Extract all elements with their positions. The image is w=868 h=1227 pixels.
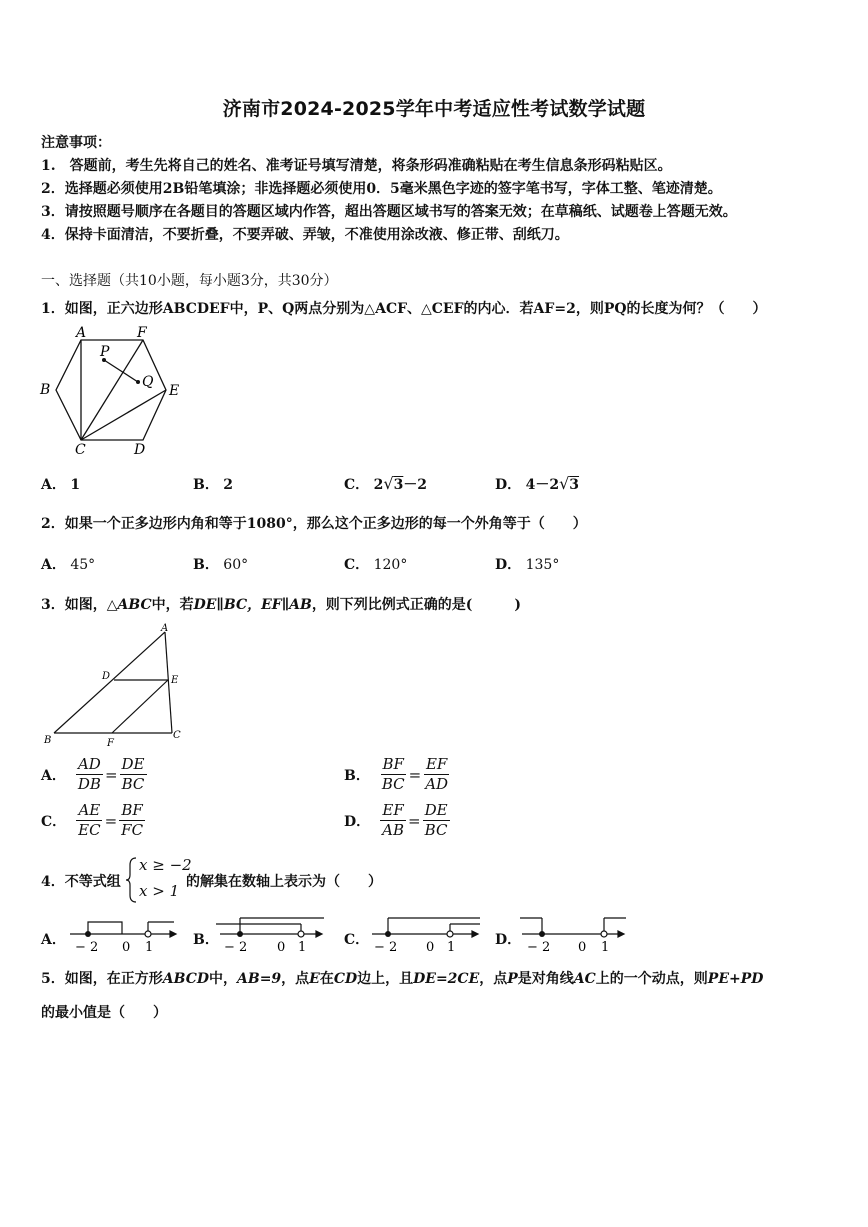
label-c: C (173, 730, 181, 741)
svg-text:0: 0 (578, 940, 587, 954)
question-1-text: 1．如图，正六边形ABCDEF中，P、Q两点分别为△ACF、△CEF的内心．若AF=2，则PQ的长度为何？（ ） (41, 301, 767, 317)
segment-pq (104, 360, 138, 382)
inequality-2: x > 1 (139, 882, 180, 900)
svg-text:1: 1 (447, 940, 456, 954)
label-c: C (75, 442, 86, 458)
svg-text:1: 1 (601, 940, 610, 954)
question-5-line-2: 的最小值是（ ） (41, 1005, 167, 1021)
svg-text:0: 0 (122, 940, 131, 954)
notice-item-3: 3．请按照题号顺序在各题目的答题区域内作答，超出答题区域书写的答案无效；在草稿纸、试题卷上答题无效。 (41, 204, 737, 220)
notice-item-2: 2．选择题必须使用2B铅笔填涂；非选择题必须使用0．5毫米黑色字迹的签字笔书写，字体工整、笔迹清楚。 (41, 181, 722, 197)
label-f: F (137, 325, 147, 341)
q4-number-line-c (368, 914, 484, 954)
section-heading: 一、选择题（共10小题，每小题3分，共30分） (41, 273, 338, 289)
question-4-prefix: 4．不等式组 (41, 874, 121, 890)
svg-text:0: 0 (277, 940, 286, 954)
brace-icon (126, 857, 138, 903)
label-q: Q (142, 374, 154, 390)
label-d: D (134, 442, 146, 458)
svg-text:0: 0 (426, 940, 435, 954)
segment-cf (81, 340, 143, 440)
q1-option-b: B． 2 (193, 477, 234, 493)
q4-number-line-b (216, 914, 328, 954)
svg-text:− 2: − 2 (527, 940, 551, 954)
q1-option-c: C． 2√3－2 (344, 474, 428, 493)
side-ab (54, 632, 165, 733)
label-e: E (169, 383, 180, 399)
label-b: B (40, 382, 51, 398)
label-a: A (76, 325, 87, 341)
inequality-1: x ≥ −2 (139, 856, 192, 874)
segment-ef (112, 680, 168, 733)
label-f: F (107, 738, 114, 749)
q3-option-c: C． $\frac{AE}{EC}$ = $\frac{BF}{FC}$ (41, 801, 144, 839)
hexagon-outline (56, 340, 166, 440)
question-3-text: 3．如图，△ABC中，若DE∥BC，EF∥AB，则下列比例式正确的是( ) (41, 597, 522, 613)
segment-ce (81, 390, 166, 440)
q2-option-a: A． 45° (41, 557, 96, 573)
q2-option-d: D． 135° (495, 557, 560, 573)
q4-option-d-label: D． (495, 932, 522, 948)
question-5-line-1: 5．如图，在正方形ABCD中，AB=9，点E在CD边上，且DE=2CE，点P是对角线AC上的一个动点，则PE+PD (41, 971, 764, 987)
label-a: A (161, 623, 169, 634)
svg-text:1: 1 (298, 940, 307, 954)
q4-option-c-label: C． (344, 932, 370, 948)
svg-text:− 2: − 2 (224, 940, 248, 954)
notice-item-1: 1. 答题前，考生先将自己的姓名、准考证号填写清楚，将条形码准确粘贴在考生信息条形码粘贴区。 (41, 158, 672, 174)
label-d: D (102, 671, 111, 682)
q3-option-b: B． $\frac{BF}{BC}$ = $\frac{EF}{AD}$ (344, 755, 449, 793)
q3-option-a: A． $\frac{AD}{DB}$ = $\frac{DE}{BC}$ (41, 755, 145, 793)
q4-option-a-label: A． (41, 932, 66, 948)
point-q (136, 380, 140, 384)
notice-heading: 注意事项： (41, 135, 111, 151)
label-e: E (171, 675, 179, 686)
triangle-figure (40, 622, 190, 750)
notice-item-4: 4．保持卡面清洁，不要折叠，不要弄破、弄皱，不准使用涂改液、修正带、刮纸刀。 (41, 227, 569, 243)
q4-number-line-d (518, 914, 630, 954)
q4-option-b-label: B． (193, 932, 219, 948)
page-title: 济南市2024-2025学年中考适应性考试数学试题 (222, 98, 646, 120)
q3-option-d: D． $\frac{EF}{AB}$ = $\frac{DE}{BC}$ (344, 801, 448, 839)
q2-option-c: C． 120° (344, 557, 408, 573)
q1-option-d: D． 4－2√3 (495, 474, 580, 493)
svg-text:− 2: − 2 (374, 940, 398, 954)
hexagon-figure (38, 322, 188, 458)
label-p: P (100, 344, 110, 360)
svg-text:1: 1 (145, 940, 154, 954)
svg-text:− 2: − 2 (75, 940, 99, 954)
q2-option-b: B． 60° (193, 557, 249, 573)
q1-option-a: A． 1 (41, 477, 81, 493)
question-4-suffix: 的解集在数轴上表示为（ ） (186, 874, 382, 890)
label-b: B (44, 735, 52, 746)
q4-number-line-a (64, 914, 182, 954)
question-2-text: 2．如果一个正多边形内角和等于1080°，那么这个正多边形的每一个外角等于（ ） (41, 516, 587, 532)
